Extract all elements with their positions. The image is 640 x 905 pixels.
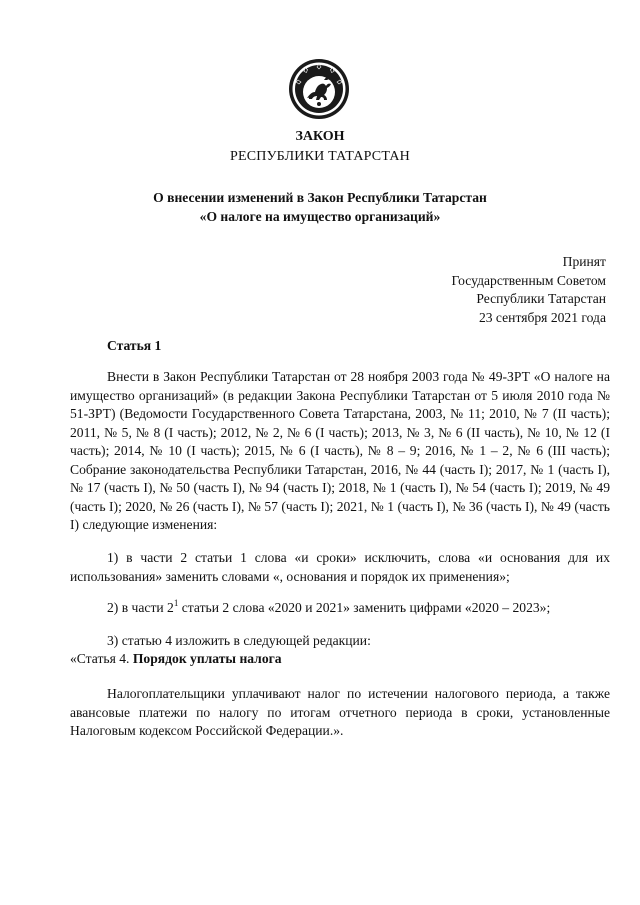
adopted-by: Государственным Советом: [451, 272, 606, 288]
article-intro-paragraph: Внести в Закон Республики Татарстан от 28 ноября 2003 года № 49-ЗРТ «О налоге на имущество организаций» (в редакции Закона Республики Татарстан от 5 июля 2010 года № 51-ЗРТ) (Ведомости Государственного Совета Татарстана, 2003, № 11; 2010, № 7 (II часть); 2011, № 5, № 8 (I часть); 2012, № 2, № 6 (I часть); 2013, № 3, № 6 (II часть), № 10, № 12 (I часть); 2014, № 10 (I часть); 2015, № 6 (I часть), № 8 – 9; 2016, № 1 – 2, № 6 (III часть); Собрание законодательства Республики Татарстан, 2016, № 44 (часть I); 2017, № 1 (часть I), № 17 (часть I), № 50 (часть I), № 94 (часть I); 2018, № 1 (часть I), № 54 (часть I); 2019, № 49 (часть I); 2020, № 26 (часть I), № 57 (часть I); 2021, № 1 (часть I), № 36 (часть I), № 49 (часть I) следующие изменения:: [70, 369, 610, 532]
item-2-text-end: статьи 2 слова «2020 и 2021» заменить цифрами «2020 – 2023»;: [178, 600, 551, 615]
adopted-by-republic: Республики Татарстан: [476, 291, 606, 306]
amendment-item-3: 3) статью 4 изложить в следующей редакции:: [107, 633, 371, 648]
amendment-item-2: [70, 599, 610, 618]
amendment-item-1: 1) в части 2 статьи 1 слова «и сроки» исключить, слова «и основания для их использования» заменить словами «, основания и порядок их применения»;: [70, 550, 610, 584]
law-subject-line-1: О внесении изменений в Закон Республики Татарстан: [153, 190, 487, 205]
law-subject-line-2: «О налоге на имущество организаций»: [199, 209, 441, 224]
item-2-text-start: 2) в части 2: [107, 600, 174, 615]
law-subject: [0, 188, 640, 226]
adoption-date: 23 сентября 2021 года: [478, 309, 606, 325]
law-title: ЗАКОН: [295, 129, 345, 144]
item-2-superscript: 1: [173, 598, 179, 608]
new-article-text: Налогоплательщики уплачивают налог по истечении налогового периода, а также авансовые платежи по налогу по итогам отчетного периода в сроки, установленные Налоговым кодексом Российской Федерации.».: [70, 686, 610, 738]
adoption-block: [376, 253, 606, 327]
adopted-label: Принят: [562, 254, 606, 269]
new-article-prefix: «Статья 4.: [70, 651, 133, 666]
new-article-heading: [70, 650, 610, 669]
new-article-title: Порядок уплаты налога: [132, 651, 282, 666]
republic-title: РЕСПУБЛИКИ ТАТАРСТАН: [229, 149, 410, 164]
article-heading: Статья 1: [107, 338, 162, 353]
coat-of-arms-icon: [288, 58, 350, 120]
